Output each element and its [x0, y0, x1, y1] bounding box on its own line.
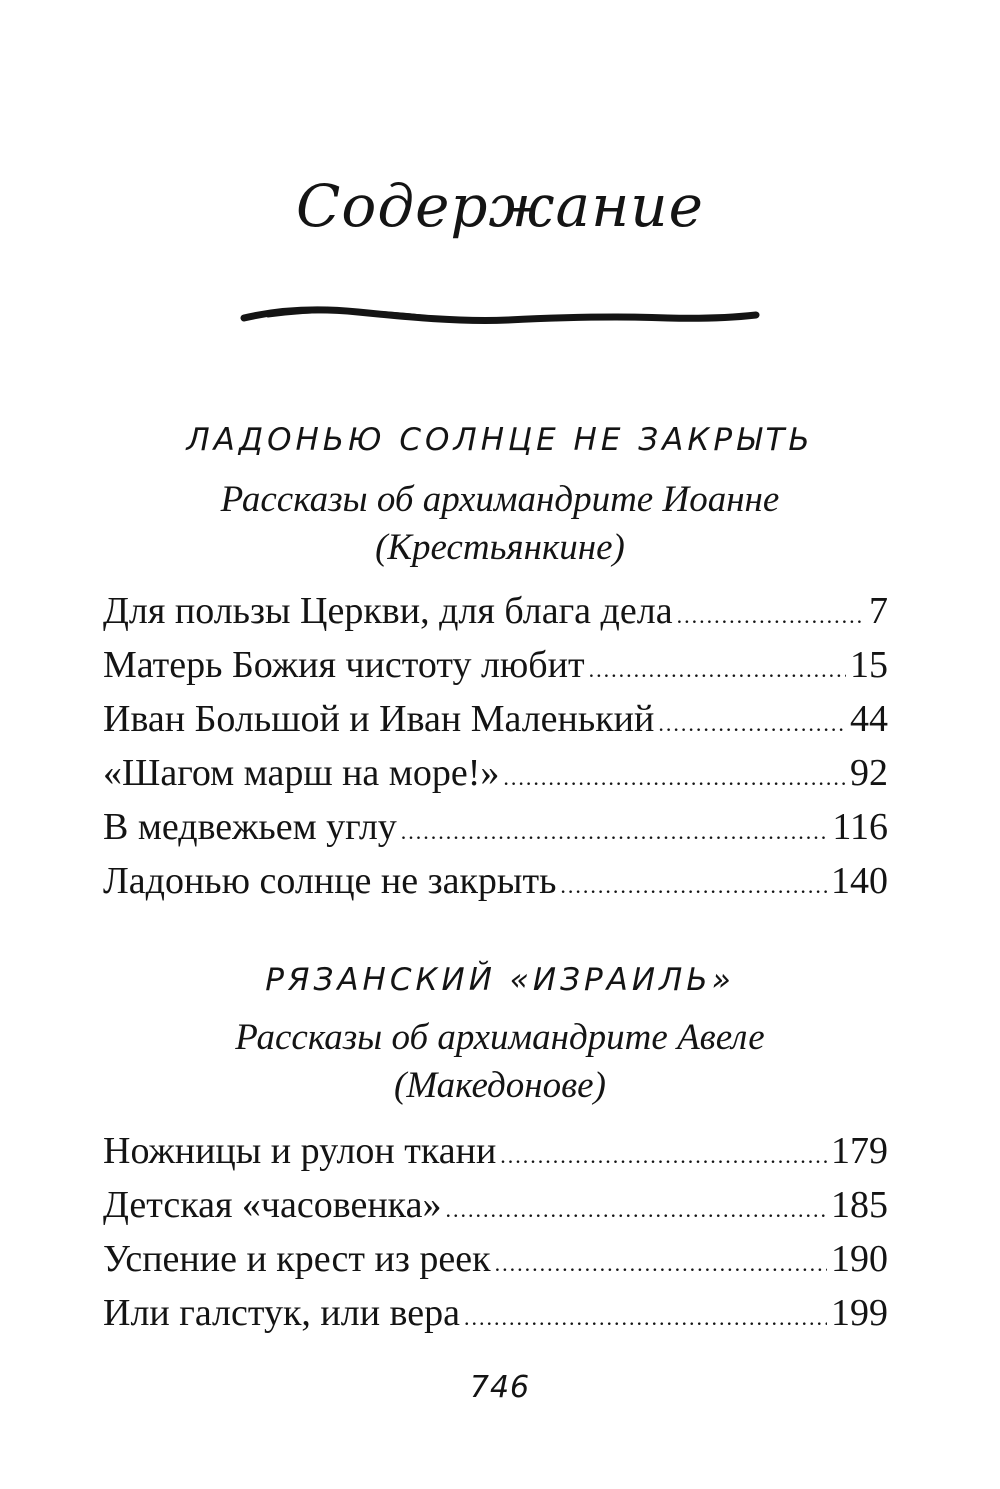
toc-entry-title: Ножницы и рулон ткани	[103, 1130, 497, 1172]
dot-leader	[658, 697, 846, 751]
toc-entry-title: Матерь Божия чистоту любит	[103, 644, 585, 686]
section-title: РЯЗАНСКИЙ «ИЗРАИЛЬ»	[265, 962, 735, 998]
toc-entry-title: Или галстук, или вера	[103, 1292, 461, 1334]
dot-leader	[401, 805, 829, 859]
dot-leader	[500, 1129, 827, 1183]
section-subtitle: (Македонове)	[394, 1065, 606, 1106]
section-subtitle: Рассказы об архимандрите Иоанне	[220, 479, 780, 520]
toc-entry[interactable]	[103, 854, 888, 908]
toc-entry[interactable]	[103, 1286, 888, 1340]
toc-entry-page: 116	[832, 806, 888, 848]
toc-entry[interactable]	[103, 1124, 888, 1178]
toc-entry-title: Успение и крест из реек	[103, 1238, 491, 1280]
dot-leader	[589, 643, 846, 697]
dot-leader	[445, 1183, 827, 1237]
toc-entry-title: Для пользы Церкви, для блага дела	[103, 590, 673, 632]
dot-leader	[560, 859, 827, 913]
toc-entry-page: 190	[831, 1238, 888, 1280]
toc-list	[103, 584, 888, 908]
toc-entry-page: 199	[831, 1292, 888, 1334]
toc-entry[interactable]	[103, 692, 888, 746]
toc-entry[interactable]	[103, 1232, 888, 1286]
dot-leader	[464, 1291, 827, 1345]
section-subtitle: (Крестьянкине)	[375, 527, 625, 568]
toc-entry-page: 15	[850, 644, 888, 686]
toc-list	[103, 1124, 888, 1340]
toc-entry[interactable]	[103, 800, 888, 854]
dot-leader	[503, 751, 846, 805]
toc-entry-title: Детская «часовенка»	[103, 1184, 442, 1226]
toc-entry-page: 140	[831, 860, 888, 902]
toc-entry-page: 44	[850, 698, 888, 740]
toc-entry-title: В медвежьем углу	[103, 806, 397, 848]
toc-entry-title: «Шагом марш на море!»	[103, 752, 500, 794]
decorative-underline	[238, 296, 762, 336]
toc-entry-title: Иван Большой и Иван Маленький	[103, 698, 655, 740]
toc-entry[interactable]	[103, 1178, 888, 1232]
page-number: 746	[469, 1370, 531, 1405]
toc-entry-page: 179	[831, 1130, 888, 1172]
section-title: ЛАДОНЬЮ СОЛНЦЕ НЕ ЗАКРЫТЬ	[186, 422, 814, 458]
toc-entry-page: 185	[831, 1184, 888, 1226]
toc-entry-title: Ладонью солнце не закрыть	[103, 860, 557, 902]
dot-leader	[495, 1237, 827, 1291]
page-title: Содержание	[296, 172, 704, 240]
toc-entry-page: 7	[869, 590, 888, 632]
toc-entry[interactable]	[103, 746, 888, 800]
toc-entry[interactable]	[103, 584, 888, 638]
section-subtitle: Рассказы об архимандрите Авеле	[235, 1017, 765, 1058]
toc-entry-page: 92	[850, 752, 888, 794]
toc-entry[interactable]	[103, 638, 888, 692]
dot-leader	[677, 589, 865, 643]
